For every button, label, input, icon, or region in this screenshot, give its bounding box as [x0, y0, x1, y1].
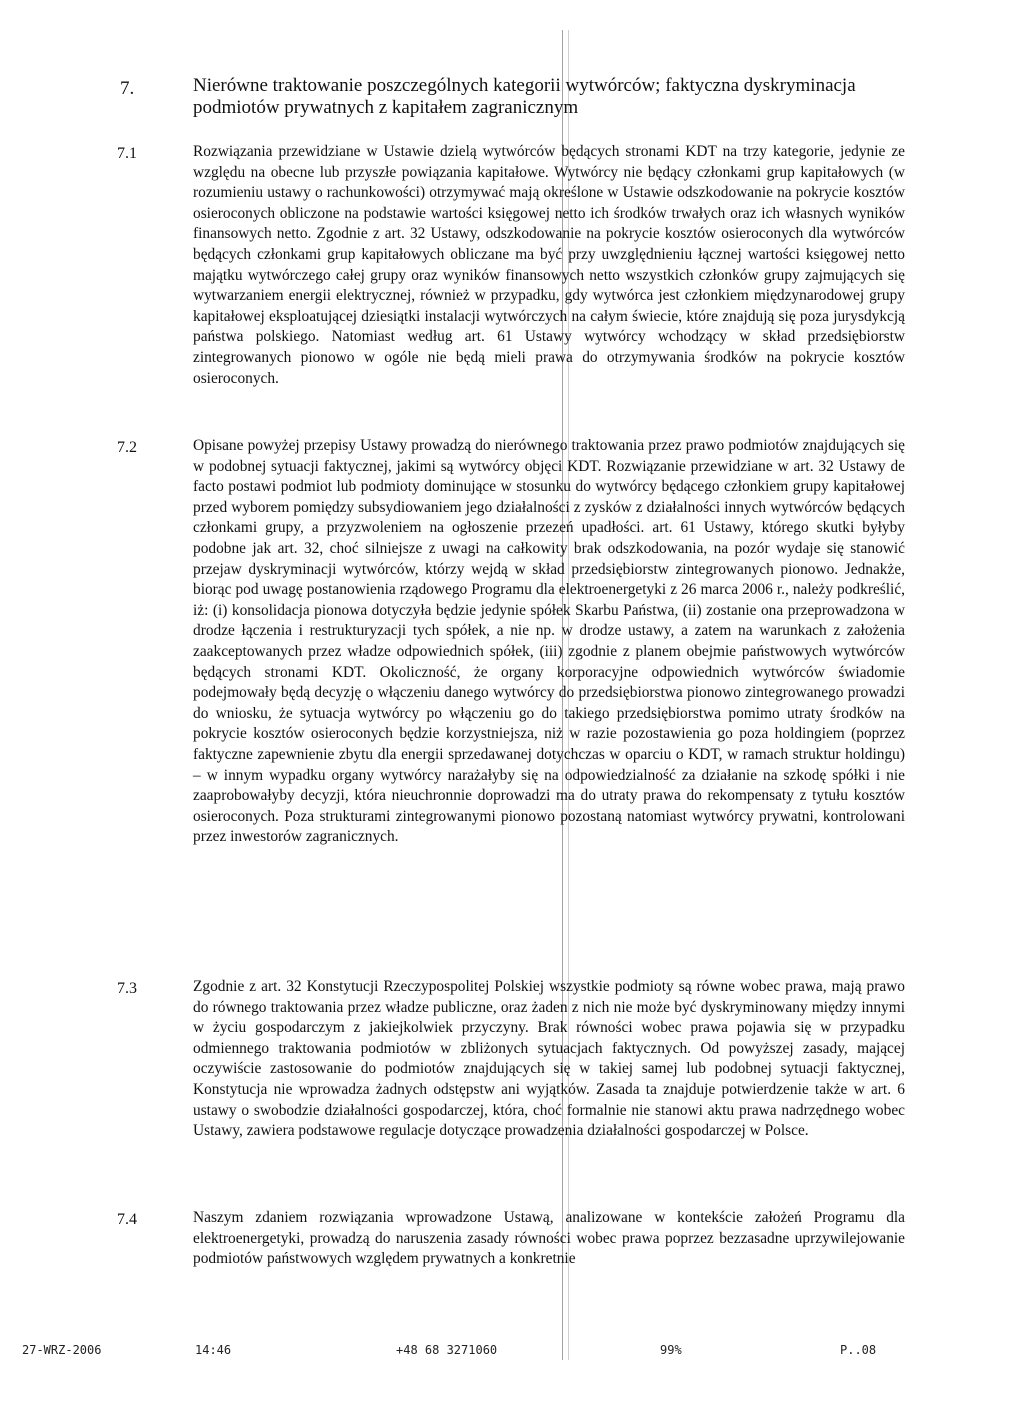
section-paragraph: Rozwiązania przewidziane w Ustawie dzielą wytwórców będących stronami KDT na trzy kategorie, jedynie ze względu na obecne lub przyszłe powiązania kapitałowe. Wytwórcy nie będący członkami grup kapitałowych (w rozumieniu ustawy o rachunkowości) otrzymywać mają określone w Ustawie odszkodowanie na pokrycie kosztów osieroconych obliczone na podstawie wartości księgowej netto ich środków trwałych oraz ich własnych wyników finansowych netto. Zgodnie z art. 32 Ustawy, odszkodowanie na pokrycie kosztów osieroconych dla wytwórców będących członkami grup kapitałowych obliczane ma być przy uwzględnieniu łącznej wartości księgowej netto majątku wytwórczego całej grupy oraz wyników finansowych netto wszystkich członków grupy zajmujących się wytwarzaniem energii elektrycznej, również w przypadku, gdy wytwórca jest członkiem międzynarodowej grupy kapitałowej eksploatującej dziesiątki instalacji wytwórczych na całym świecie, które znajdują się poza jurysdykcją państwa polskiego. Natomiast według art. 61 Ustawy wytwórcy wchodzący w skład przedsiębiorstw zintegrowanych pionowo w ogóle nie będą mieli prawa do otrzymywania środków na pokrycie kosztów osieroconych.: [193, 143, 905, 387]
section-number: 7.1: [117, 145, 137, 162]
fax-time: 14:46: [195, 1343, 232, 1357]
fax-date: 27-WRZ-2006: [22, 1343, 102, 1357]
fax-phone: +48 68 3271060: [396, 1343, 498, 1357]
section-paragraph: Zgodnie z art. 32 Konstytucji Rzeczypospolitej Polskiej wszystkie podmioty są równe wobec prawa, mają prawo do równego traktowania przez władze publiczne, oraz żaden z nich nie może być dyskryminowany między innymi w życiu gospodarczym z jakiejkolwiek przyczyny. Brak równości wobec prawa pojawia się w przypadku odmiennego traktowania podmiotów w zbliżonych sytuacjach faktycznych. Od powyższej zasady, mającej oczywiście zastosowanie do podmiotów znajdujących się w takiej samej lub podobnej sytuacji faktycznej, Konstytucja nie wprowadza żadnych odstępstw ani wyjątków. Zasada ta znajduje potwierdzenie także w art. 6 ustawy o swobodzie działalności gospodarczej, która, choć formalnie nie stanowi aktu prawa nadrzędnego wobec Ustawy, zawiera podstawowe regulacje dotyczące prowadzenia działalności gospodarczej w Polsce.: [193, 978, 905, 1140]
section-number: 7.2: [117, 439, 137, 456]
section-paragraph: Opisane powyżej przepisy Ustawy prowadzą do nierównego traktowania przez prawo podmiotów znajdujących się w podobnej sytuacji faktycznej, jakimi są wytwórcy objęci KDT. Rozwiązanie przewidziane w art. 32 Ustawy de facto postawi podmiot lub podmioty dominujące w stosunku do wytwórcy będącego członkiem grupy kapitałowej przed wyborem pomiędzy subsydiowaniem jego działalności z zysków z działalności innych wytwórców będących członkami grupy, a przyzwoleniem na ogłoszenie przezeń upadłości. art. 61 Ustawy, którego skutki byłyby podobne jak art. 32, choć silniejsze z uwagi na całkowity brak odszkodowania, na pozór wydaje się stanowić przejaw dyskryminacji wytwórców, którzy wejdą w skład przedsiębiorstw zintegrowanych pionowo. Jednakże, biorąc pod uwagę postanowienia rządowego Programu dla elektroenergetyki z 26 marca 2006 r., należy podkreślić, iż: (i) konsolidacja pionowa dotyczyła będzie jedynie spółek Skarbu Państwa, (ii) zostanie ona przeprowadzona w drodze łączenia i restrukturyzacji tych spółek, a nie np. w drodze ustawy, a zatem na warunkach z założenia zaakceptowanych przez władze odpowiednich spółek, (iii) zgodnie z planem obejmie państwowych wytwórców będących stronami KDT. Okoliczność, że organy korporacyjne odpowiednich wytwórców świadomie podejmowały będą decyzję o włączeniu danego wytwórcy do przedsiębiorstwa pionowo zintegrowanego prowadzi do wniosku, że sytuacja wytwórcy po włączeniu go do takiego przedsiębiorstwa pomimo utraty środków na pokrycie kosztów osieroconych będzie korzystniejsza, niż w razie pozostawienia go poza holdingiem (poprzez faktyczne zapewnienie zbytu dla energii sprzedawanej dotychczas w oparciu o KDT, w ramach struktur holdingu) – w innym wypadku organy wytwórcy narażałyby się na odpowiedzialność za działanie na szkodę spółki i nie zaaprobowałyby decyzji, która nieuchronnie doprowadzi ma do utraty prawa do rekompensaty z tytułu kosztów osieroconych. Poza strukturami zintegrowanymi pionowo pozostaną natomiast wytwórcy prywatni, kontrolowani przez inwestorów zagranicznych.: [193, 437, 905, 846]
section-number: 7.4: [117, 1211, 137, 1228]
section-paragraph: Naszym zdaniem rozwiązania wprowadzone Ustawą, analizowane w kontekście założeń Programu dla elektroenergetyki, prowadzą do naruszenia zasady równości wobec prawa poprzez bezzasadne uprzywilejowanie podmiotów państwowych względem prywatnych a konkretnie: [193, 1209, 905, 1268]
fax-quality: 99%: [660, 1343, 682, 1357]
fax-page-number: P..08: [840, 1343, 877, 1357]
section-heading: Nierówne traktowanie poszczególnych kategorii wytwórców; faktyczna dyskryminacja podmiotów prywatnych z kapitałem zagranicznym: [193, 75, 856, 118]
section-number: 7.3: [117, 980, 137, 997]
heading-number: 7.: [120, 78, 135, 99]
